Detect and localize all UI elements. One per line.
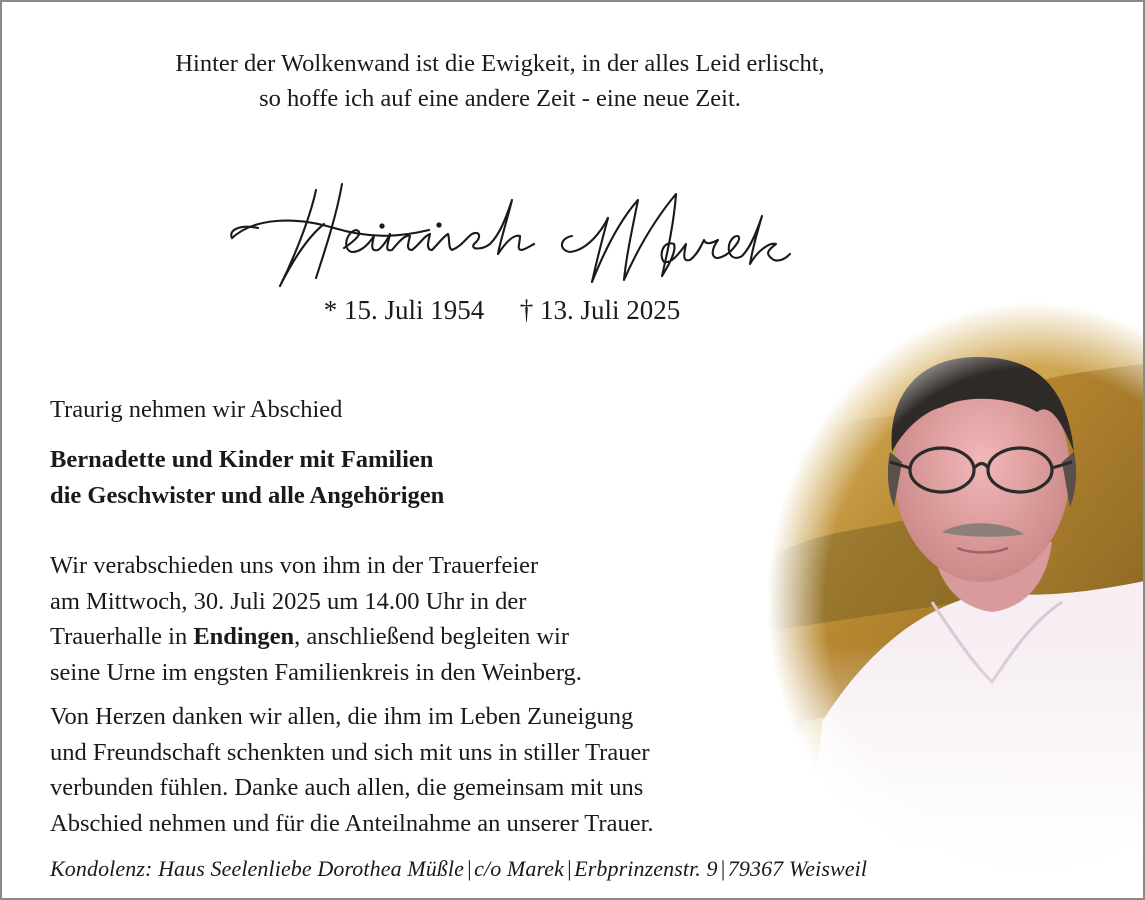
separator: | xyxy=(719,856,726,881)
separator: | xyxy=(466,856,473,881)
service-line-3-end: , anschließend begleiten wir xyxy=(294,623,569,650)
condolence-care-of: c/o Marek xyxy=(474,856,565,881)
condolence-house: Haus Seelenliebe Dorothea Müßle xyxy=(158,856,464,881)
condolence-label: Kondolenz: xyxy=(50,856,153,881)
thanks-line-1: Von Herzen danken wir allen, die ihm im Leben Zuneigung xyxy=(50,703,634,730)
mourners-line-1: Bernadette und Kinder mit Familien xyxy=(50,446,434,473)
mourners xyxy=(50,442,444,513)
service-line-3-start: Trauerhalle in xyxy=(50,623,194,650)
service-announcement xyxy=(50,548,582,690)
service-line-3 xyxy=(50,619,582,655)
quote-line-1: Hinter der Wolkenwand ist die Ewigkeit, in der alles Leid erlischt, xyxy=(175,50,825,77)
death-date: † 13. Juli 2025 xyxy=(519,295,681,325)
mourners-line-2: die Geschwister und alle Angehörigen xyxy=(50,481,445,509)
thanks-line-3: verbunden fühlen. Danke auch allen, die gemeinsam mit uns xyxy=(50,774,644,801)
portrait-photo xyxy=(762,302,1145,900)
service-line-1: Wir verabschieden uns von ihm in der Trauerfeier xyxy=(50,552,539,579)
thanks-paragraph xyxy=(50,699,654,841)
service-location: Endingen xyxy=(193,623,295,650)
quote-line-2: so hoffe ich auf eine andere Zeit - eine neue Zeit. xyxy=(259,85,741,112)
thanks-line-2: und Freundschaft schenkten und sich mit uns in stiller Trauer xyxy=(50,738,650,766)
separator: | xyxy=(566,856,573,881)
condolence-address xyxy=(50,854,867,884)
farewell-line: Traurig nehmen wir Abschied xyxy=(50,396,343,423)
birth-date: * 15. Juli 1954 xyxy=(323,295,485,325)
memorial-quote xyxy=(2,46,998,116)
service-line-4: seine Urne im engsten Familienkreis in den Weinberg. xyxy=(50,658,582,686)
deceased-name-signature xyxy=(224,178,794,290)
service-line-2: am Mittwoch, 30. Juli 2025 um 14.00 Uhr in der xyxy=(50,587,527,615)
condolence-street: Erbprinzenstr. 9 xyxy=(574,856,718,881)
thanks-line-4: Abschied nehmen und für die Anteilnahme an unserer Trauer. xyxy=(50,809,654,837)
condolence-city: 79367 Weisweil xyxy=(727,856,868,881)
